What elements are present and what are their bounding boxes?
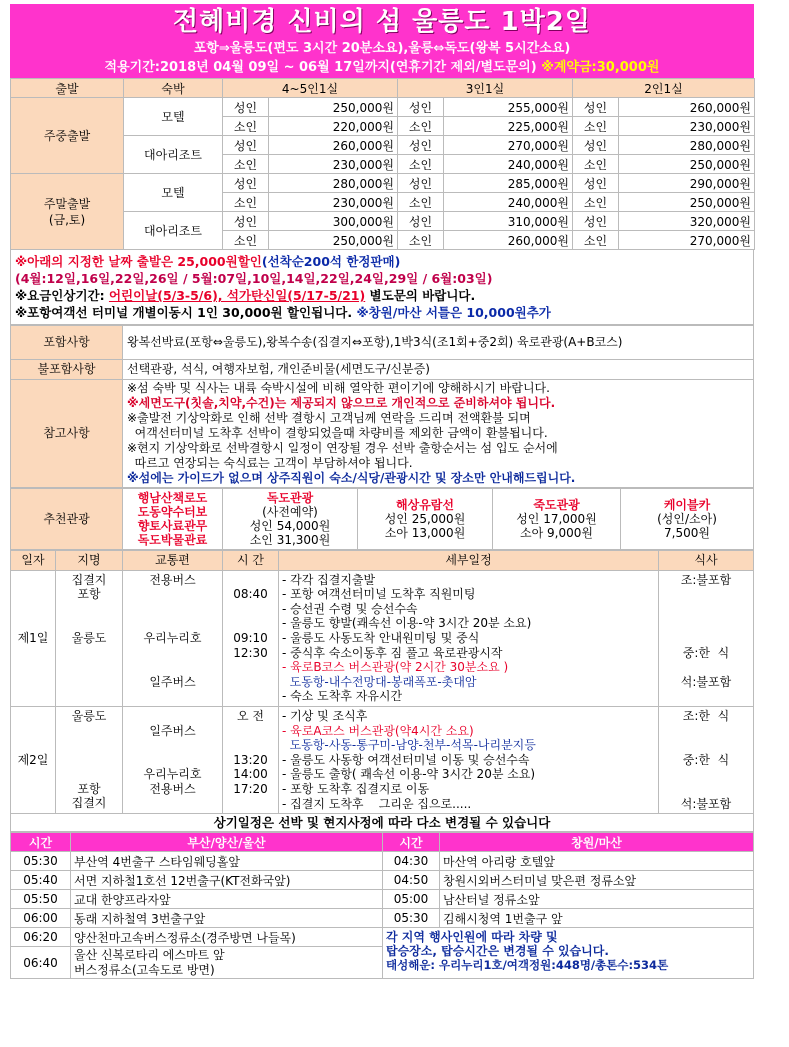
recommend-dokdo: [223, 489, 358, 550]
include-label: 포함사항: [11, 326, 123, 360]
price-cell: 225,000원: [444, 117, 573, 136]
meal-line: 석:불포함: [680, 674, 732, 689]
price-header: [11, 79, 755, 98]
time-line: 08:40: [233, 587, 268, 602]
type-cell: 소인: [223, 193, 269, 212]
header: [10, 4, 754, 78]
bus-header: [11, 833, 754, 852]
price-cell: 300,000원: [269, 212, 398, 231]
note-line-4: [15, 304, 749, 321]
price-cell: 250,000원: [619, 193, 755, 212]
price-cell: 230,000원: [269, 193, 398, 212]
header-lodging: 숙박: [124, 79, 223, 98]
bus-time-left: 06:00: [11, 909, 71, 928]
time-line: 09:10: [233, 630, 268, 645]
info-table: [10, 325, 754, 488]
type-cell: 소인: [398, 117, 444, 136]
bus-place-right: 김해시청역 1번출구 앞: [440, 909, 754, 928]
type-cell: 소인: [398, 231, 444, 250]
bus-note-3: 태성해운: 우리누리1호/여객정원:448명/총톤수:534톤: [386, 958, 669, 973]
place-line: 울릉도: [71, 708, 107, 723]
discount-notes: [10, 250, 754, 325]
detail-cell: [279, 570, 659, 706]
day-cell: 제1일: [11, 570, 56, 706]
bus-note: [383, 928, 754, 979]
type-cell: 성인: [573, 174, 619, 193]
detail-line: - 육로A코스 버스관광(약4시간 소요): [282, 723, 474, 738]
bus-time-left: 06:40: [11, 947, 71, 979]
price-table: [10, 78, 755, 250]
type-cell: 성인: [573, 98, 619, 117]
sh-meal: 식사: [659, 551, 754, 571]
schedule-table: [10, 550, 754, 814]
meal-line: [662, 724, 750, 739]
price-cell: 230,000원: [269, 155, 398, 174]
schedule-notice: 상기일정은 선박 및 현지사정에 따라 다소 변경될 수 있습니다: [10, 814, 754, 832]
exclude-row: [11, 360, 754, 380]
detail-line: - 포항 도착후 집결지로 이동: [282, 781, 430, 796]
transport-line: [126, 602, 219, 617]
dokdo-sub: (사전예약): [262, 505, 318, 519]
type-cell: 성인: [573, 212, 619, 231]
price-cell: 280,000원: [619, 136, 755, 155]
time-line: 14:00: [233, 767, 268, 782]
schedule-day-row: [11, 570, 754, 706]
transport-line: 일주버스: [149, 723, 196, 738]
place-line: 집결지: [71, 572, 107, 587]
bus-place-right: 창원시외버스터미널 맞은편 정류소앞: [440, 871, 754, 890]
bus-note-2: 탑승장소, 탑승시간은 변경될 수 있습니다.: [386, 944, 609, 959]
jukdo-adult: 성인 17,000원: [516, 512, 597, 526]
bus-place-right: 마산역 아리랑 호텔앞: [440, 852, 754, 871]
price-cell: 310,000원: [444, 212, 573, 231]
detail-line: - 육로B코스 버스관광(약 2시간 30분소요 ): [282, 660, 509, 675]
type-cell: 성인: [223, 212, 269, 231]
note-3a: ※요금인상기간:: [15, 288, 109, 303]
type-cell: 성인: [223, 174, 269, 193]
note-4a: ※포항여객선 터미널 개별이동시 1인 30,000원 할인됩니다.: [15, 305, 357, 320]
bus-table: [10, 832, 754, 979]
price-body: [11, 98, 755, 250]
bus-place-left: 양산천마고속버스정류소(경주방면 나들목): [71, 928, 383, 947]
reference-line: ※세면도구(칫솔,치약,수건)는 제공되지 않으므로 개인적으로 준비하셔야 됩니다.: [127, 396, 556, 410]
note-1c: 할인: [237, 254, 262, 269]
transport-line: 우리누리호: [143, 767, 202, 782]
price-cell: 320,000원: [619, 212, 755, 231]
schedule-day-row: [11, 706, 754, 813]
meal-line: 중:한 식: [682, 752, 730, 767]
reference-line: ※출발전 기상악화로 인해 선박 결항시 고객님께 연락을 드리며 전액환불 되며: [127, 411, 531, 425]
type-cell: 소인: [223, 231, 269, 250]
rec1-line3: 향토사료관무: [137, 519, 208, 533]
note-line-1: [15, 253, 749, 270]
meal-line: [662, 660, 750, 675]
cable-price: 7,500원: [664, 526, 710, 540]
detail-line: - 울릉도 출항( 쾌속선 이용-약 3시간 20분 소요): [282, 767, 536, 782]
jukdo-title: 죽도관광: [533, 498, 580, 512]
place-line: 포항: [77, 587, 101, 602]
exclude-label: 불포함사항: [11, 360, 123, 380]
note-line-2: (4월:12일,16일,22일,26일 / 5월:07일,10일,14일,22일,24일,29일 / 6월:03일): [15, 271, 493, 286]
time-cell: [223, 706, 279, 813]
route-info: 포항⇒울릉도(편도 3시간 20분소요),울릉⇔독도(왕복 5시간소요): [193, 41, 571, 56]
bus-row: [11, 890, 754, 909]
sh-day: 일자: [11, 551, 56, 571]
transport-line: 전용버스: [149, 572, 196, 587]
detail-line: - 울릉도 사동도착 안내원미팅 및 중식: [282, 630, 480, 645]
dokdo-child: 소인 31,300원: [249, 533, 331, 547]
type-cell: 성인: [223, 136, 269, 155]
transport-line: 일주버스: [149, 674, 196, 689]
page-title: 전혜비경 신비의 섬 울릉도 1박2일: [173, 7, 591, 37]
note-3b: 어린이날(5/3-5/6), 석가탄신일(5/17-5/21): [108, 288, 366, 303]
detail-line: - 기상 및 조식후: [282, 708, 368, 723]
type-cell: 성인: [398, 212, 444, 231]
type-cell: 소인: [573, 117, 619, 136]
time-cell: [223, 570, 279, 706]
lodging-cell: 대아리조트: [124, 136, 223, 174]
price-cell: 255,000원: [444, 98, 573, 117]
bus-row: [11, 871, 754, 890]
price-cell: 260,000원: [269, 136, 398, 155]
note-1d: (선착순200석 한정판매): [261, 254, 401, 269]
rec1-line1: 행남산책로도: [137, 491, 208, 505]
meal-line: [662, 587, 750, 602]
bus-row: [11, 852, 754, 871]
reference-line: ※섬에는 가이드가 없으며 상주직원이 숙소/식당/관광시간 및 장소만 안내해드립니다.: [127, 471, 576, 485]
time-line: 12:30: [233, 645, 268, 660]
meal-line: [662, 782, 750, 797]
meal-line: 조:불포함: [680, 572, 732, 587]
transport-line: [126, 738, 219, 753]
bus-note-1: 각 지역 행사인원에 따라 차량 및: [386, 930, 558, 945]
sh-transport: 교통편: [123, 551, 223, 571]
recommend-col1: [123, 489, 223, 550]
place-line: 집결지: [71, 796, 107, 811]
rec1-line2: 도동약수터보: [137, 505, 208, 519]
detail-line: - 집결지 도착후 그리운 집으로.....: [282, 796, 472, 811]
period-info: [10, 58, 754, 78]
time-line: 13:20: [233, 752, 268, 767]
note-1a: ※아래의 지정한 날짜 출발은: [15, 254, 178, 269]
meal-line: [662, 631, 750, 646]
bh-changwon: 창원/마산: [440, 833, 754, 852]
sh-time: 시 간: [223, 551, 279, 571]
bus-time-right: 05:00: [383, 890, 440, 909]
price-cell: 240,000원: [444, 155, 573, 174]
bus-row: [11, 928, 754, 947]
header-departure: 출발: [11, 79, 124, 98]
bus-time-left: 05:30: [11, 852, 71, 871]
note-1b: 25,000원: [177, 254, 238, 269]
detail-line: 도동항-사동-통구미-남양-천부-석목-나리분지등: [282, 738, 536, 753]
bus-place-line: 울산 신복로타리 에스마트 앞: [74, 947, 225, 962]
header-4-5: 4~5인1실: [223, 79, 398, 98]
lodging-cell: 모텔: [124, 174, 223, 212]
cruise-adult: 성인 25,000원: [384, 512, 466, 526]
meal-line: 조:한 식: [682, 708, 730, 723]
detail-cell: [279, 706, 659, 813]
detail-line: 도동항-내수전망대-봉래폭포-촛대암: [282, 674, 477, 689]
price-cell: 260,000원: [619, 98, 755, 117]
recommend-table: [10, 488, 754, 550]
deposit-text: ※계약금:30,000원: [541, 60, 660, 75]
price-cell: 250,000원: [269, 231, 398, 250]
recommend-cruise: [358, 489, 493, 550]
detail-line: - 포항 여객선터미널 도착후 직원미팅: [282, 587, 476, 602]
price-cell: 260,000원: [444, 231, 573, 250]
transport-line: [126, 616, 219, 631]
departure-cell: 주중출발: [11, 98, 124, 174]
transport-line: [126, 660, 219, 675]
detail-line: - 각각 집결지출발: [282, 572, 376, 587]
place-line: 포항: [77, 781, 101, 796]
note-3c: 별도문의 바랍니다.: [365, 288, 476, 303]
jukdo-child: 소아 9,000원: [520, 526, 593, 540]
dokdo-title: 독도관광: [266, 491, 314, 505]
meal-line: [662, 616, 750, 631]
recommend-jukdo: [493, 489, 621, 550]
cruise-child: 소아 13,000원: [384, 526, 466, 540]
include-row: [11, 326, 754, 360]
detail-line: - 승선권 수령 및 승선수속: [282, 601, 418, 616]
include-text: 왕복선박료(포항⇔울릉도),왕복수송(집결지⇔포항),1박3식(조1회+중2회) 육로관광(A+B코스): [123, 326, 754, 360]
price-cell: 280,000원: [269, 174, 398, 193]
sh-detail: 세부일정: [279, 551, 659, 571]
tour-brochure: [10, 4, 754, 979]
schedule-header: [11, 551, 754, 571]
period-text: 적용기간:2018년 04월 09일 ~ 06월 17일까지(연휴기간 제외/별도문의): [104, 60, 537, 75]
type-cell: 소인: [223, 117, 269, 136]
meal-line: [662, 602, 750, 617]
type-cell: 소인: [398, 193, 444, 212]
meal-line: [662, 767, 750, 782]
header-2: 2인1실: [573, 79, 755, 98]
reference-label: 참고사항: [11, 380, 123, 488]
transport-line: [126, 587, 219, 602]
type-cell: 소인: [223, 155, 269, 174]
price-row: [11, 98, 755, 117]
bus-place-left: 교대 한양프라자앞: [71, 890, 383, 909]
bus-time-left: 05:40: [11, 871, 71, 890]
time-line: 17:20: [233, 781, 268, 796]
detail-line: - 숙소 도착후 자유시간: [282, 689, 403, 704]
reference-line: 여객선터미널 도착후 선박이 결항되었을때 차량비를 제외한 금액이 환불됩니다.: [127, 426, 548, 440]
meal-line: 중:한 식: [682, 645, 730, 660]
bus-place-line: 버스정류소(고속도로 방면): [74, 962, 215, 977]
place-line: 울릉도: [71, 630, 107, 645]
place-line: [59, 616, 119, 631]
price-cell: 285,000원: [444, 174, 573, 193]
price-row: [11, 174, 755, 193]
type-cell: 소인: [573, 231, 619, 250]
reference-line: 따르고 연장되는 숙식료는 고객이 부담하셔야 됩니다.: [127, 456, 413, 470]
type-cell: 성인: [398, 136, 444, 155]
place-cell: [56, 570, 123, 706]
day-cell: 제2일: [11, 706, 56, 813]
recommend-row: [11, 489, 754, 550]
transport-line: 우리누리호: [143, 630, 202, 645]
price-cell: 220,000원: [269, 117, 398, 136]
time-line: [226, 738, 275, 753]
note-4b: ※창원/마산 서틀은 10,000원추가: [356, 305, 551, 320]
bus-place-left: [71, 947, 383, 979]
meal-cell: [659, 570, 754, 706]
place-spacer: [59, 724, 119, 782]
transport-line: 전용버스: [149, 781, 196, 796]
type-cell: 성인: [398, 98, 444, 117]
bus-time-left: 05:50: [11, 890, 71, 909]
price-cell: 230,000원: [619, 117, 755, 136]
price-cell: 250,000원: [619, 155, 755, 174]
cruise-title: 해상유람선: [396, 498, 454, 512]
type-cell: 성인: [223, 98, 269, 117]
price-cell: 270,000원: [619, 231, 755, 250]
price-cell: 240,000원: [444, 193, 573, 212]
bus-time-right: 04:30: [383, 852, 440, 871]
reference-row: [11, 380, 754, 488]
transport-cell: [123, 706, 223, 813]
bus-body: [11, 852, 754, 979]
detail-line: - 중식후 숙소이동후 짐 풀고 육로관광시작: [282, 645, 503, 660]
transport-cell: [123, 570, 223, 706]
bh-time1: 시간: [11, 833, 71, 852]
time-line: 오 전: [237, 708, 264, 723]
time-line: [226, 602, 275, 617]
time-line: [226, 724, 275, 739]
bh-time2: 시간: [383, 833, 440, 852]
departure-cell: 주말출발 (금,토): [11, 174, 124, 250]
recommend-cablecar: [621, 489, 754, 550]
bus-place-left: 동래 지하철역 3번출구앞: [71, 909, 383, 928]
bus-place-right: 남산터널 정류소앞: [440, 890, 754, 909]
type-cell: 성인: [398, 174, 444, 193]
place-cell: [56, 706, 123, 813]
place-line: [59, 602, 119, 617]
bus-time-left: 06:20: [11, 928, 71, 947]
cable-sub: (성인/소아): [657, 512, 717, 526]
lodging-cell: 대아리조트: [124, 212, 223, 250]
sh-place: 지명: [56, 551, 123, 571]
bus-time-right: 04:50: [383, 871, 440, 890]
detail-line: - 울릉도 향발(쾌속선 이용-약 3시간 20분 소요): [282, 616, 532, 631]
type-cell: 소인: [398, 155, 444, 174]
reference-lines: [123, 380, 754, 488]
type-cell: 소인: [573, 193, 619, 212]
time-line: [226, 573, 275, 588]
exclude-text: 선택관광, 석식, 여행자보험, 개인준비물(세면도구/신분증): [123, 360, 754, 380]
price-cell: 250,000원: [269, 98, 398, 117]
lodging-cell: 모텔: [124, 98, 223, 136]
type-cell: 성인: [573, 136, 619, 155]
bus-place-left: 부산역 4번출구 스타임웨딩홀앞: [71, 852, 383, 871]
time-line: [226, 616, 275, 631]
schedule-body: [11, 570, 754, 814]
note-line-3: [15, 287, 749, 304]
transport-line: [126, 753, 219, 768]
transport-line: [126, 709, 219, 724]
bus-place-left: 서면 지하철1호선 12번출구(KT전화국앞): [71, 871, 383, 890]
rec1-line4: 독도박물관료: [137, 533, 208, 547]
reference-line: ※현지 기상악화로 선박결항시 일정이 연장될 경우 선박 출항순서는 섬 입도 순서에: [127, 441, 558, 455]
transport-line: [126, 646, 219, 661]
dokdo-adult: 성인 54,000원: [249, 519, 331, 533]
recommend-label: 추천관광: [11, 489, 123, 550]
type-cell: 소인: [573, 155, 619, 174]
meal-cell: [659, 706, 754, 813]
bus-time-right: 05:30: [383, 909, 440, 928]
cable-title: 케이블카: [663, 498, 711, 512]
detail-line: - 울릉도 사동항 여객선터미널 이동 및 승선수속: [282, 752, 530, 767]
price-cell: 290,000원: [619, 174, 755, 193]
meal-line: [662, 738, 750, 753]
reference-line: ※섬 숙박 및 식사는 내륙 숙박시설에 비해 열악한 편이기에 양해하시기 바랍니다.: [127, 381, 550, 395]
bus-row: [11, 909, 754, 928]
meal-line: 석:불포함: [680, 796, 732, 811]
header-3: 3인1실: [398, 79, 573, 98]
bh-busan: 부산/양산/울산: [71, 833, 383, 852]
price-cell: 270,000원: [444, 136, 573, 155]
